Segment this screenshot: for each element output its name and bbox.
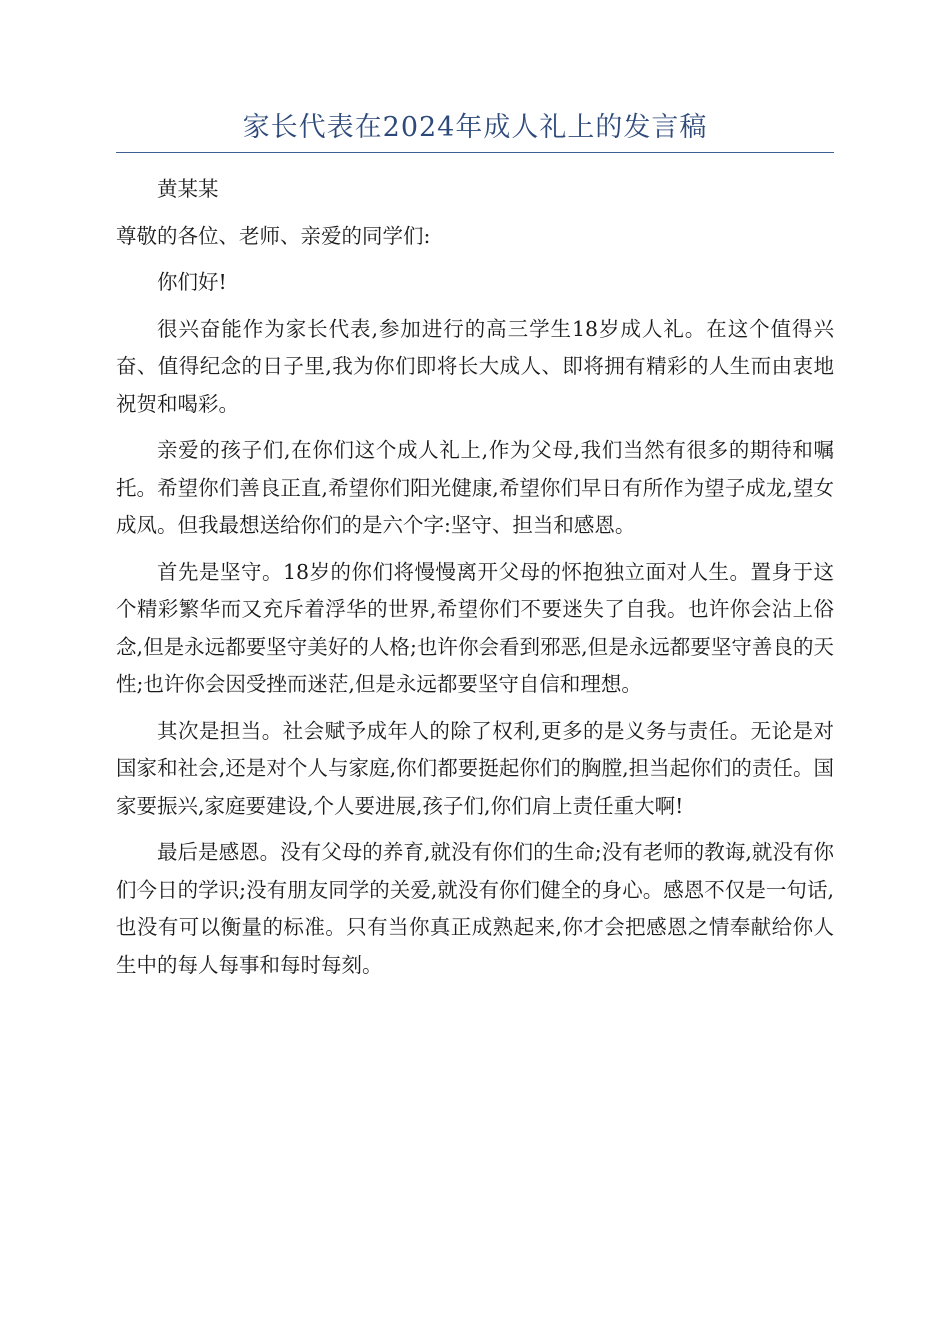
greeting: 你们好! [157, 270, 227, 294]
paragraph-perseverance: 首先是坚守。18岁的你们将慢慢离开父母的怀抱独立面对人生。置身于这个精彩繁华而又充斥着浮华的世界,希望你们不要迷失了自我。也许你会沾上俗念,但是永远都要坚守美好的人格;也许你会看到邪恶,但是永远都要坚守善良的天性;也许你会因受挫而迷茫,但是永远都要坚守自信和理想。 [116, 559, 834, 696]
document-title: 家长代表在2024年成人礼上的发言稿 [116, 108, 834, 153]
paragraph-gratitude: 最后是感恩。没有父母的养育,就没有你们的生命;没有老师的教诲,就没有你们今日的学识;没有朋友同学的关爱,就没有你们健全的身心。感恩不仅是一句话,也没有可以衡量的标准。只有当你真正成熟起来,你才会把感恩之情奉献给你人生中的每人每事和每时每刻。 [116, 840, 834, 977]
paragraph-expectations: 亲爱的孩子们,在你们这个成人礼上,作为父母,我们当然有很多的期待和嘱托。希望你们善良正直,希望你们阳光健康,希望你们早日有所作为望子成龙,望女成凤。但我最想送给你们的是六个字:坚守、担当和感恩。 [116, 438, 834, 537]
author-name: 黄某某 [157, 177, 219, 201]
paragraph-responsibility: 其次是担当。社会赋予成年人的除了权利,更多的是义务与责任。无论是对国家和社会,还是对个人与家庭,你们都要挺起你们的胸膛,担当起你们的责任。国家要振兴,家庭要建设,个人要进展,孩子们,你们肩上责任重大啊! [116, 718, 834, 818]
document-page [116, 108, 834, 993]
salutation: 尊敬的各位、老师、亲爱的同学们: [116, 223, 431, 248]
paragraph-intro: 很兴奋能作为家长代表,参加进行的高三学生18岁成人礼。在这个值得兴奋、值得纪念的日子里,我为你们即将长大成人、即将拥有精彩的人生而由衷地祝贺和喝彩。 [116, 316, 834, 416]
